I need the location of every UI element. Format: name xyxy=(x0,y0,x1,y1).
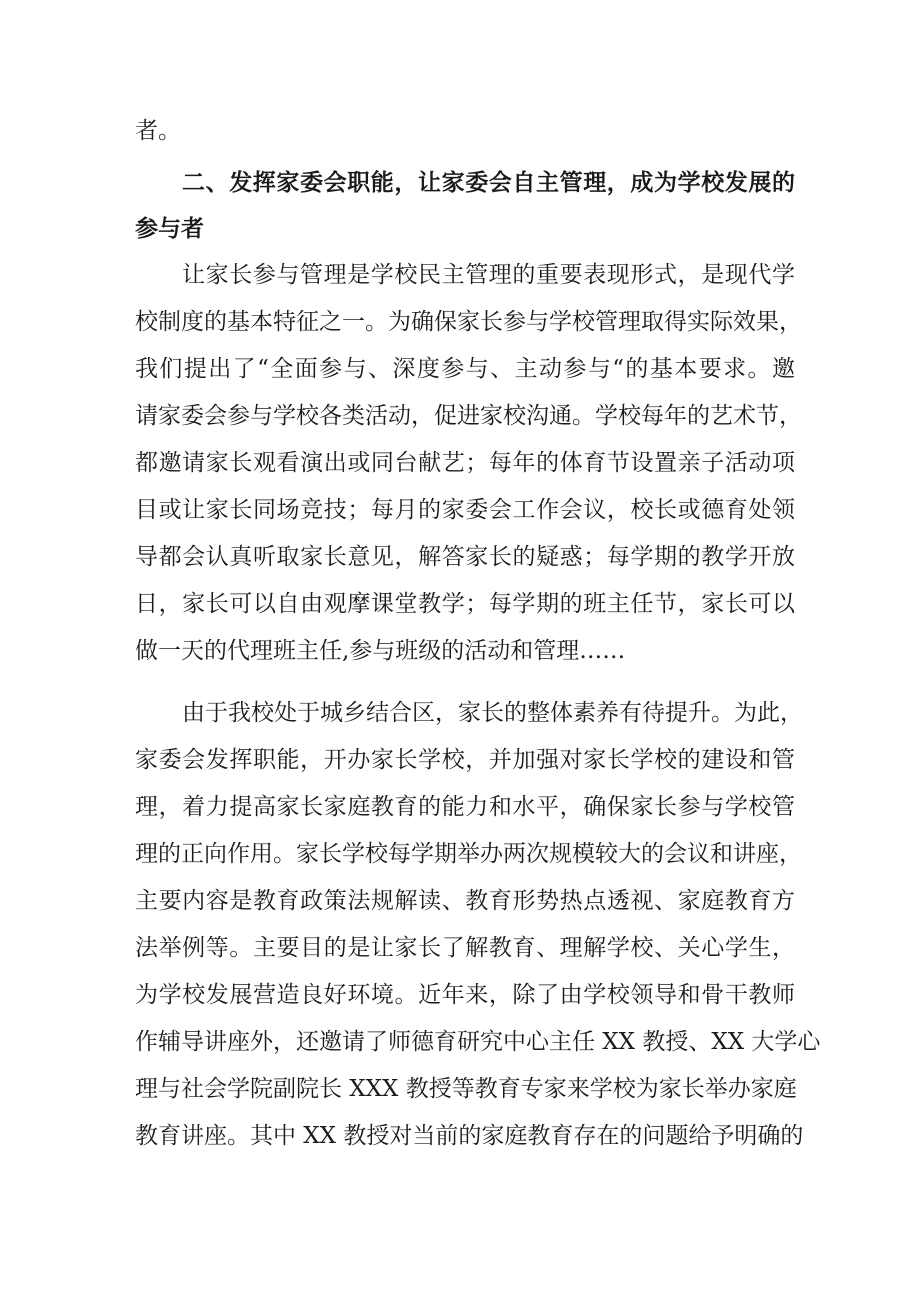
paragraph-2-line: 作辅导讲座外，还邀请了师德育研究中心主任 XX 教授、XX 大学心 xyxy=(135,1029,821,1055)
previous-paragraph-tail: 者。 xyxy=(135,118,181,144)
section-heading-line-2: 参与者 xyxy=(135,216,204,242)
paragraph-2-line: 主要内容是教育政策法规解读、教育形势热点透视、家庭教育方 xyxy=(135,888,795,914)
section-heading-line-1: 二、发挥家委会职能，让家委会自主管理，成为学校发展的 xyxy=(182,170,795,196)
paragraph-2-line: 理的正向作用。家长学校每学期举办两次规模较大的会议和讲座， xyxy=(135,841,802,867)
paragraph-1-line: 都邀请家长观看演出或同台献艺；每年的体育节设置亲子活动项 xyxy=(135,450,795,476)
paragraph-2-line: 为学校发展营造良好环境。近年来，除了由学校领导和骨干教师 xyxy=(135,982,795,1008)
paragraph-1-line: 导都会认真听取家长意见，解答家长的疑惑；每学期的教学开放 xyxy=(135,544,795,570)
paragraph-1-line: 我们提出了“全面参与、深度参与、主动参与“的基本要求。邀 xyxy=(135,356,795,382)
paragraph-2-line: 由于我校处于城乡结合区，家长的整体素养有待提升。为此， xyxy=(182,700,803,726)
paragraph-1-line: 做一天的代理班主任,参与班级的活动和管理…… xyxy=(135,638,626,664)
paragraph-2-line: 理与社会学院副院长 XXX 教授等教育专家来学校为家长举办家庭 xyxy=(135,1076,797,1102)
paragraph-1-line: 让家长参与管理是学校民主管理的重要表现形式，是现代学 xyxy=(182,262,795,288)
paragraph-1-line: 目或让家长同场竞技；每月的家委会工作会议，校长或德育处领 xyxy=(135,497,795,523)
paragraph-1-line: 校制度的基本特征之一。为确保家长参与学校管理取得实际效果， xyxy=(135,309,802,335)
paragraph-2-line: 法举例等。主要目的是让家长了解教育、理解学校、关心学生， xyxy=(135,935,795,961)
paragraph-2-line: 教育讲座。其中 XX 教授对当前的家庭教育存在的问题给予明确的 xyxy=(135,1123,804,1149)
paragraph-2-line: 理，着力提高家长家庭教育的能力和水平，确保家长参与学校管 xyxy=(135,794,795,820)
paragraph-2-line: 家委会发挥职能，开办家长学校，并加强对家长学校的建设和管 xyxy=(135,747,795,773)
paragraph-1-line: 请家委会参与学校各类活动，促进家校沟通。学校每年的艺术节， xyxy=(135,403,802,429)
paragraph-1-line: 日，家长可以自由观摩课堂教学；每学期的班主任节，家长可以 xyxy=(135,591,795,617)
